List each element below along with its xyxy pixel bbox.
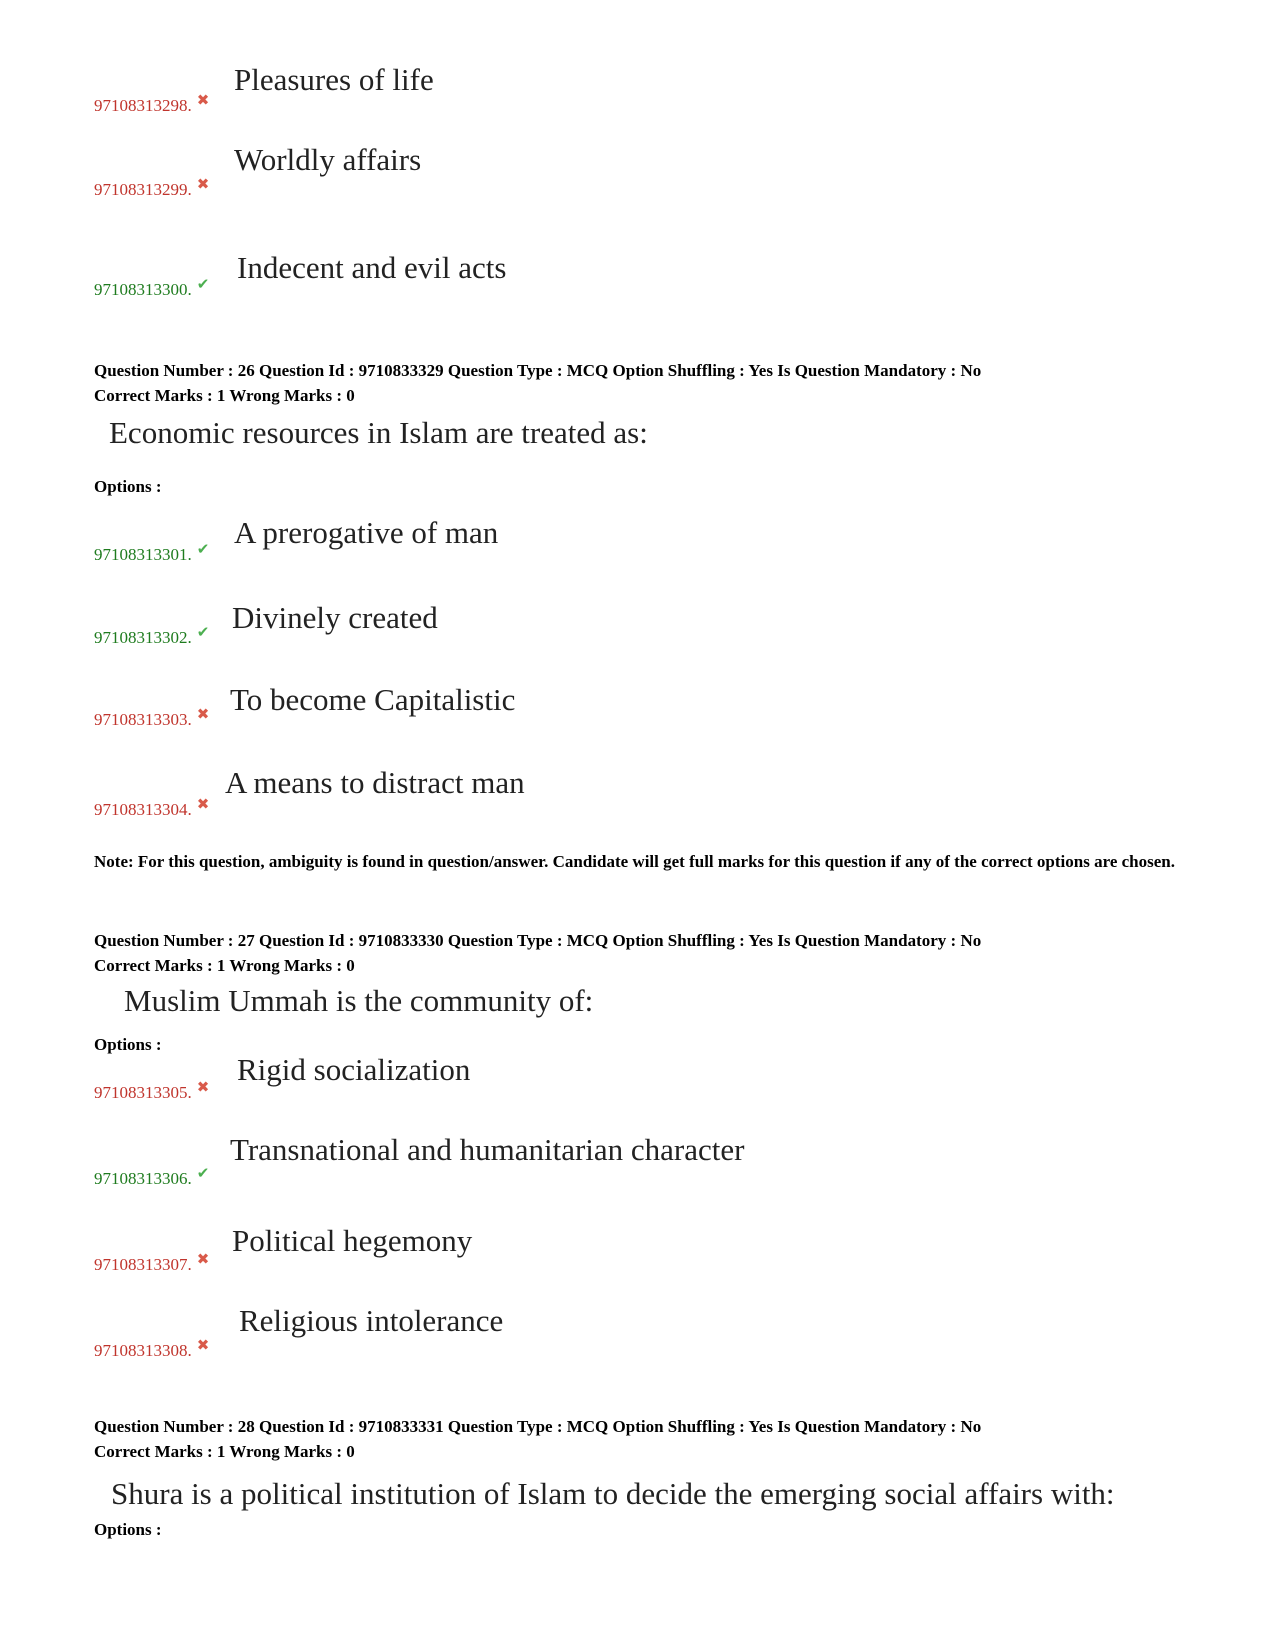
question-text: Muslim Ummah is the community of: bbox=[124, 983, 594, 1018]
option-text: Worldly affairs bbox=[234, 142, 422, 177]
option-text: Political hegemony bbox=[232, 1223, 473, 1258]
ambiguity-note: Note: For this question, ambiguity is found in question/answer. Candidate will get full marks for this question if any of the correct options are chosen. bbox=[94, 852, 1175, 871]
option-id: 97108313299. ✖ bbox=[94, 177, 210, 199]
option-id: 97108313305. ✖ bbox=[94, 1080, 210, 1102]
check-icon: ✔ bbox=[196, 277, 210, 293]
cross-icon: ✖ bbox=[196, 797, 210, 813]
options-label: Options : bbox=[94, 477, 162, 496]
option-text: A means to distract man bbox=[225, 765, 525, 800]
option-id: 97108313298. ✖ bbox=[94, 93, 210, 115]
question-meta-line: Question Number : 26 Question Id : 9710833329 Question Type : MCQ Option Shuffling : Yes Is Question Mandatory : No bbox=[94, 361, 982, 380]
check-icon: ✔ bbox=[196, 625, 210, 641]
question-meta bbox=[94, 928, 981, 978]
option-id: 97108313301. ✔ bbox=[94, 542, 210, 564]
cross-icon: ✖ bbox=[196, 93, 210, 109]
option-text: To become Capitalistic bbox=[230, 682, 516, 717]
option-text: Religious intolerance bbox=[239, 1303, 504, 1338]
question-marks-line: Correct Marks : 1 Wrong Marks : 0 bbox=[94, 1442, 355, 1461]
cross-icon: ✖ bbox=[196, 1252, 210, 1268]
cross-icon: ✖ bbox=[196, 1080, 210, 1096]
options-label: Options : bbox=[94, 1520, 162, 1539]
option-id: 97108313300. ✔ bbox=[94, 277, 210, 299]
check-icon: ✔ bbox=[196, 1166, 210, 1182]
question-meta-line: Question Number : 28 Question Id : 9710833331 Question Type : MCQ Option Shuffling : Yes Is Question Mandatory : No bbox=[94, 1417, 982, 1436]
option-id: 97108313304. ✖ bbox=[94, 797, 210, 819]
question-meta bbox=[94, 1414, 981, 1464]
option-text: Divinely created bbox=[232, 600, 438, 635]
question-text: Shura is a political institution of Islam to decide the emerging social affairs with: bbox=[111, 1476, 1115, 1511]
option-id: 97108313308. ✖ bbox=[94, 1338, 210, 1360]
question-marks-line: Correct Marks : 1 Wrong Marks : 0 bbox=[94, 386, 355, 405]
question-meta bbox=[94, 358, 981, 408]
options-label: Options : bbox=[94, 1035, 162, 1054]
option-id: 97108313306. ✔ bbox=[94, 1166, 210, 1188]
cross-icon: ✖ bbox=[196, 177, 210, 193]
option-text: Transnational and humanitarian character bbox=[230, 1132, 745, 1167]
option-text: Indecent and evil acts bbox=[237, 250, 507, 285]
option-text: Rigid socialization bbox=[237, 1052, 471, 1087]
option-id: 97108313302. ✔ bbox=[94, 625, 210, 647]
question-marks-line: Correct Marks : 1 Wrong Marks : 0 bbox=[94, 956, 355, 975]
option-id: 97108313307. ✖ bbox=[94, 1252, 210, 1274]
question-text: Economic resources in Islam are treated as: bbox=[109, 415, 648, 450]
option-id: 97108313303. ✖ bbox=[94, 707, 210, 729]
option-text: Pleasures of life bbox=[234, 62, 434, 97]
cross-icon: ✖ bbox=[196, 707, 210, 723]
check-icon: ✔ bbox=[196, 542, 210, 558]
option-text: A prerogative of man bbox=[234, 515, 499, 550]
question-meta-line: Question Number : 27 Question Id : 9710833330 Question Type : MCQ Option Shuffling : Yes Is Question Mandatory : No bbox=[94, 931, 982, 950]
cross-icon: ✖ bbox=[196, 1338, 210, 1354]
